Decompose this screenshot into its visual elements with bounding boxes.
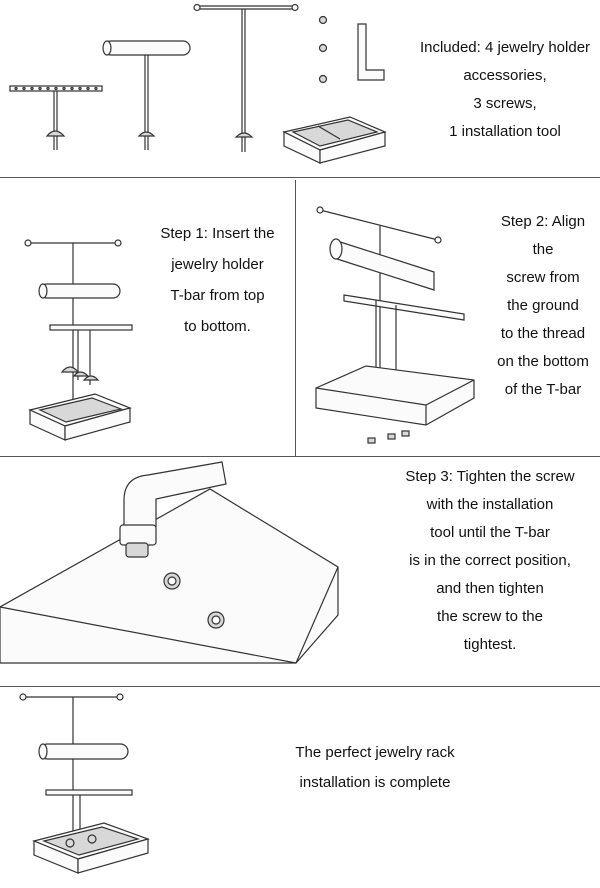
step2-line-7: of the T-bar xyxy=(504,381,582,398)
step2-panel xyxy=(296,180,600,456)
hook-bar-part xyxy=(10,86,102,150)
step3-line-4: is in the correct position, xyxy=(409,552,571,569)
step3-illustration xyxy=(0,457,400,685)
step3-line-3: tool until the T-bar xyxy=(430,524,550,541)
step2-line-6: on the bottom xyxy=(497,353,589,370)
step2-line-2: the xyxy=(532,241,554,258)
included-parts-panel xyxy=(0,0,600,172)
step2-line-3: screw from xyxy=(506,269,580,286)
complete-line-1: The perfect jewelry rack xyxy=(295,744,455,761)
step1-line-3: T-bar from top xyxy=(170,287,265,304)
included-line-2: accessories, xyxy=(463,67,547,84)
step3-panel xyxy=(0,457,600,685)
step1-illustration xyxy=(0,180,150,456)
section-divider-1 xyxy=(0,177,600,178)
step2-line-5: to the thread xyxy=(500,325,586,342)
step1-line-4: to bottom. xyxy=(184,318,251,335)
included-line-3: 3 screws, xyxy=(473,95,537,112)
roller-bar-part xyxy=(103,41,190,150)
tray-part xyxy=(284,117,385,163)
step2-line-1: Step 2: Align xyxy=(500,213,586,230)
step2-line-4: the ground xyxy=(507,297,579,314)
included-line-1: Included: 4 jewelry holder xyxy=(419,39,591,56)
complete-line-2: installation is complete xyxy=(299,774,451,791)
step2-illustration xyxy=(296,180,496,456)
installation-tool-part xyxy=(358,24,384,80)
parts-illustration xyxy=(0,0,410,172)
step3-line-5: and then tighten xyxy=(436,580,544,597)
step3-line-7: tightest. xyxy=(463,636,517,653)
included-line-4: 1 installation tool xyxy=(449,123,561,140)
step3-line-2: with the installation xyxy=(426,496,554,513)
step3-line-1: Step 3: Tighten the screw xyxy=(405,468,575,485)
top-t-bar-part xyxy=(194,5,298,153)
step3-line-6: the screw to the xyxy=(437,608,543,625)
complete-illustration xyxy=(0,687,170,888)
complete-panel xyxy=(0,687,600,888)
step1-line-2: jewelry holder xyxy=(171,256,264,273)
step1-line-1: Step 1: Insert the xyxy=(160,225,275,242)
screws-part xyxy=(320,17,327,83)
step1-panel xyxy=(0,180,295,456)
